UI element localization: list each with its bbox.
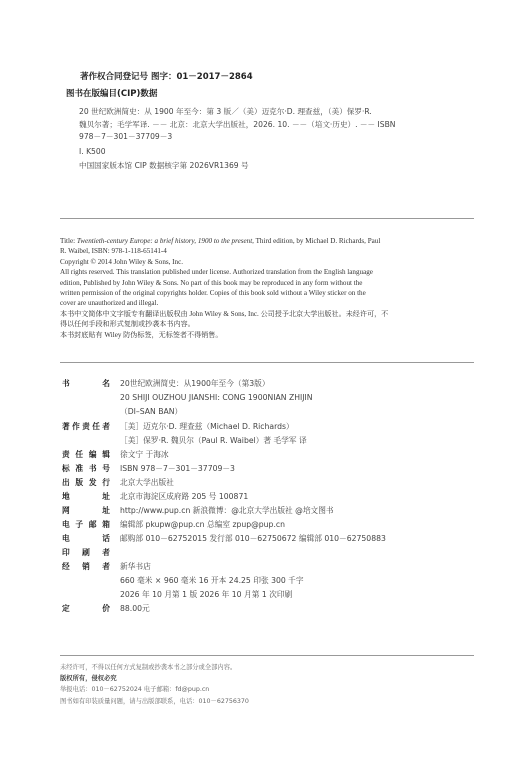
info-row-author-2 bbox=[62, 435, 482, 447]
copyright-line: Copyright © 2014 John Wiley & Sons, Inc. bbox=[60, 257, 184, 266]
info-row-publisher bbox=[62, 477, 482, 489]
edition-info: 2026 年 10 月第 1 版 2026 年 10 月第 1 次印刷 bbox=[120, 590, 293, 599]
price-label: 定价 bbox=[62, 604, 110, 613]
info-row-price bbox=[62, 603, 482, 615]
top-divider bbox=[60, 218, 474, 219]
info-row-author bbox=[62, 421, 482, 433]
distributor: 新华书店 bbox=[120, 562, 151, 571]
author-1: ［美］迈克尔·D. 理查兹（Michael D. Richards） bbox=[120, 422, 294, 431]
author-label: 著作责任者 bbox=[62, 422, 110, 431]
rights-line: All rights reserved. This translation published under license. Authorized translation from the English language bbox=[60, 268, 373, 277]
cip-library-number: 中国国家版本馆 CIP 数据核字第 2026VR1369 号 bbox=[79, 161, 249, 170]
book-name-label: 书名 bbox=[62, 379, 110, 388]
info-row-phone bbox=[62, 533, 482, 545]
book-name-pinyin-edition: （DI–SAN BAN） bbox=[120, 407, 183, 416]
info-row-pinyin-1 bbox=[62, 392, 482, 404]
footer-copy-warning: 未经许可，不得以任何方式复制或抄袭本书之部分或全部内容。 bbox=[60, 664, 237, 671]
english-rights-block bbox=[60, 236, 465, 340]
cip-classification: Ⅰ. K500 bbox=[79, 146, 106, 156]
info-row-website bbox=[62, 505, 482, 517]
cip-line: 魏贝尔著；毛学军译. －－ 北京：北京大学出版社，2026. 10. －－（培文·历史）. －－ ISBN bbox=[79, 119, 396, 129]
cip-line: 20 世纪欧洲简史：从 1900 年至今：第 3 版／（美）迈克尔·D. 理查兹，（美）保罗·R. bbox=[79, 107, 372, 116]
publisher: 北京大学出版社 bbox=[120, 478, 174, 487]
footer-quality-contact: 图书如有印装质量问题，请与出版部联系，电话：010－62756370 bbox=[60, 697, 249, 705]
publisher-label: 出版发行 bbox=[62, 478, 110, 487]
info-row-email bbox=[62, 519, 482, 531]
info-row-isbn bbox=[62, 463, 482, 475]
editor-label: 责任编辑 bbox=[62, 450, 110, 459]
printer-label: 印刷者 bbox=[62, 548, 110, 557]
distributor-label: 经销者 bbox=[62, 562, 110, 571]
middle-divider bbox=[60, 362, 474, 363]
rights-line: edition, Published by John Wiley & Sons. No part of this book may be reproduced in any form without the bbox=[60, 278, 363, 287]
email: 编辑部 pkupw@pup.cn 总编室 zpup@pup.cn bbox=[120, 520, 285, 529]
info-row-book-name bbox=[62, 378, 482, 390]
info-row-spec bbox=[62, 575, 482, 587]
website: http://www.pup.cn 新浪微博：@北京大学出版社 @培文图书 bbox=[120, 506, 334, 515]
footer-report-contact: 举报电话：010－62752024 电子邮箱：fd@pup.cn bbox=[60, 686, 210, 694]
address-label: 地址 bbox=[62, 492, 110, 501]
phone: 邮购部 010－62752015 发行部 010－62750672 编辑部 010－62750883 bbox=[120, 534, 386, 543]
website-label: 网址 bbox=[62, 506, 110, 515]
info-row-edition bbox=[62, 589, 482, 601]
cip-record bbox=[79, 106, 459, 173]
author-2: ［美］保罗·R. 魏贝尔（Paul R. Waibel）著 毛学军 译 bbox=[120, 436, 307, 445]
cn-notice-line: 本书中文简体中文字版专有翻译出版权由 John Wiley & Sons, Inc. 公司授予北京大学出版社。未经许可，不 bbox=[60, 309, 389, 318]
info-row-address bbox=[62, 491, 482, 503]
original-title-line2: R. Waibel, ISBN: 978-1-118-65141-4 bbox=[60, 247, 167, 256]
rights-line: cover are unauthorized and illegal. bbox=[60, 299, 159, 308]
cip-title: 图书在版编目(CIP)数据 bbox=[66, 89, 158, 99]
isbn-label: 标准书号 bbox=[62, 464, 110, 473]
info-row-pinyin-2 bbox=[62, 406, 482, 418]
address: 北京市海淀区成府路 205 号 100871 bbox=[120, 492, 249, 501]
footer-rights-reserved: 版权所有，侵权必究 bbox=[60, 675, 117, 683]
editor: 徐文宁 于海冰 bbox=[120, 450, 169, 459]
bottom-divider bbox=[60, 655, 474, 656]
email-label: 电子邮箱 bbox=[62, 520, 110, 529]
info-row-editor bbox=[62, 449, 482, 461]
isbn: ISBN 978－7－301－37709－3 bbox=[120, 464, 235, 473]
phone-label: 电话 bbox=[62, 534, 110, 543]
footer-notice bbox=[60, 662, 249, 707]
sticker-notice: 本书封底贴有 Wiley 防伪标签，无标签者不得销售。 bbox=[60, 330, 223, 339]
book-name: 20世纪欧洲简史：从1900年至今（第3版） bbox=[120, 379, 270, 388]
price: 88.00元 bbox=[120, 604, 150, 613]
info-row-distributor bbox=[62, 561, 482, 573]
rights-line: written permission of the original copyrights holder. Copies of this book sold without a Wiley sticker on the bbox=[60, 289, 366, 298]
info-row-printer bbox=[62, 547, 482, 559]
original-title: Title: Twentieth-century Europe: a brief history, 1900 to the present, Third edition, by Michael D. Richards, Paul bbox=[60, 237, 381, 245]
cn-notice-line: 得以任何手段和形式复制或抄袭本书内容。 bbox=[60, 320, 195, 329]
format-spec: 660 毫米 × 960 毫米 16 开本 24.25 印张 300 千字 bbox=[120, 576, 304, 585]
registration-number: 著作权合同登记号 图字：01－2017－2864 bbox=[80, 72, 253, 82]
book-name-pinyin: 20 SHIJI OUZHOU JIANSHI: CONG 1900NIAN ZHIJIN bbox=[120, 393, 313, 402]
cip-line: 978－7－301－37709－3 bbox=[79, 132, 173, 141]
